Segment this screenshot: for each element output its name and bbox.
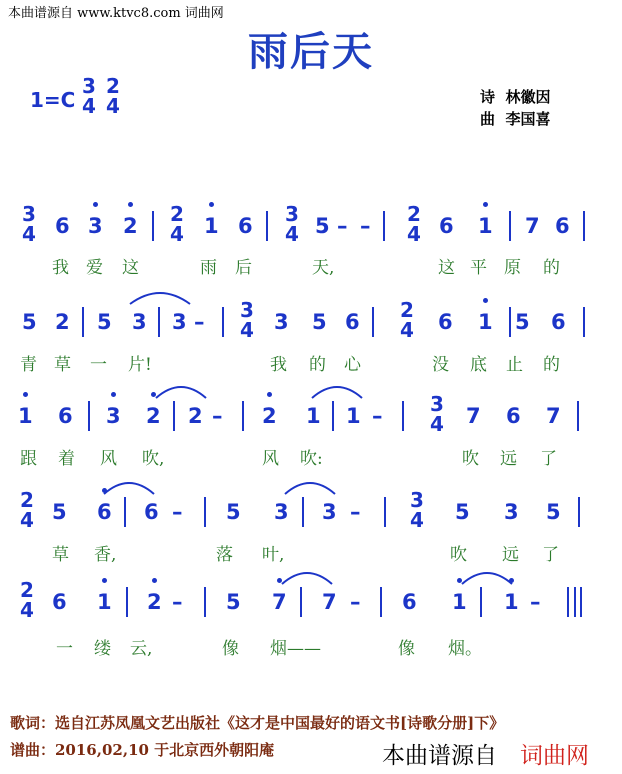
lyric-syllable: 的 — [543, 258, 560, 278]
lyric-syllable: 雨 — [200, 258, 217, 278]
slur — [462, 573, 512, 584]
time-den: 4 — [170, 222, 184, 246]
slur — [312, 387, 362, 398]
bar-line — [509, 211, 511, 241]
note: 1 — [478, 310, 493, 334]
high-octave-dot — [151, 392, 156, 397]
time-num: 3 — [410, 488, 424, 512]
note: 6 — [238, 214, 253, 238]
note: 6 — [55, 214, 70, 238]
lyric-syllable: 心 — [344, 355, 361, 375]
composer-label: 曲 — [480, 110, 496, 128]
lyric-syllable: 这 — [122, 258, 139, 278]
lyric-syllable: 风 — [100, 449, 117, 469]
bar-line — [158, 307, 160, 337]
bar-line — [372, 307, 374, 337]
lyric-syllable: 我 — [52, 258, 69, 278]
lyric-syllable: 平 — [470, 258, 487, 278]
lyric-syllable: 云, — [130, 639, 153, 659]
time-signature — [18, 490, 36, 530]
note: 3 — [88, 214, 103, 238]
lyric-syllable: 缕 — [94, 639, 111, 659]
note: 6 — [52, 590, 67, 614]
note: 5 — [315, 214, 330, 238]
bar-line — [204, 497, 206, 527]
brand-label: 本曲谱源自 — [382, 743, 497, 769]
time-den: 4 — [82, 94, 96, 118]
lyric-syllable: 吹, — [142, 449, 165, 469]
note: 6 — [555, 214, 570, 238]
lyric-syllable: 吹: — [300, 449, 323, 469]
lyric-syllable: 一 — [90, 355, 107, 375]
note: 7 — [322, 590, 337, 614]
lyric-syllable: 的 — [309, 355, 326, 375]
lyric-syllable: 着 — [58, 449, 75, 469]
slur — [104, 483, 154, 494]
note: 5 — [226, 500, 241, 524]
time-den: 4 — [22, 222, 36, 246]
sustain-dash: – — [530, 590, 541, 614]
time-signature — [408, 490, 426, 530]
note: 7 — [466, 404, 481, 428]
song-title: 雨后天 — [248, 28, 374, 75]
lyric-syllable: 的 — [543, 355, 560, 375]
time-signature — [238, 300, 256, 340]
slur — [285, 483, 335, 494]
high-octave-dot — [102, 578, 107, 583]
note: 2 — [147, 590, 162, 614]
time-num: 2 — [170, 202, 184, 226]
high-octave-dot — [128, 202, 133, 207]
note: 6 — [506, 404, 521, 428]
note: 5 — [312, 310, 327, 334]
lyric-syllable: 烟—— — [270, 639, 321, 659]
note: 7 — [546, 404, 561, 428]
sustain-dash: – — [360, 214, 371, 238]
bar-line — [173, 401, 175, 431]
lyric-syllable: 草 — [54, 355, 71, 375]
time-num: 3 — [22, 202, 36, 226]
key-label: 1=C — [30, 88, 76, 112]
time-den: 4 — [430, 412, 444, 436]
lyric-syllable: 天, — [312, 258, 335, 278]
bar-line — [222, 307, 224, 337]
time-num: 2 — [20, 578, 34, 602]
note: 6 — [97, 500, 112, 524]
lyric-syllable: 了 — [542, 545, 559, 565]
time-signature — [405, 204, 423, 244]
sustain-dash: – — [350, 500, 361, 524]
high-octave-dot — [23, 392, 28, 397]
lyric-syllable: 片! — [128, 355, 152, 375]
time-num: 2 — [106, 74, 120, 98]
time-den: 4 — [400, 318, 414, 342]
high-octave-dot — [267, 392, 272, 397]
lyric-syllable: 止 — [506, 355, 523, 375]
high-octave-dot — [483, 298, 488, 303]
note: 3 — [504, 500, 519, 524]
slur — [282, 573, 332, 584]
high-octave-dot — [152, 578, 157, 583]
bar-line — [580, 587, 582, 617]
note: 3 — [322, 500, 337, 524]
lyric-syllable: 风 — [262, 449, 279, 469]
lyric-syllable: 了 — [540, 449, 557, 469]
lyric-syllable: 原 — [504, 258, 521, 278]
lyric-syllable: 吹 — [450, 545, 467, 565]
time-num: 2 — [407, 202, 421, 226]
note: 1 — [204, 214, 219, 238]
note: 3 — [106, 404, 121, 428]
bar-line — [384, 497, 386, 527]
composer-name: 李国喜 — [505, 110, 551, 128]
time-signature — [20, 204, 38, 244]
note: 2 — [123, 214, 138, 238]
lyric-syllable: 后 — [235, 258, 252, 278]
bar-line — [152, 211, 154, 241]
time-signature — [428, 394, 446, 434]
bar-line — [242, 401, 244, 431]
note: 5 — [226, 590, 241, 614]
time-num: 3 — [240, 298, 254, 322]
time-num: 2 — [400, 298, 414, 322]
note: 5 — [455, 500, 470, 524]
lyric-syllable: 爱 — [86, 258, 103, 278]
slur — [156, 387, 206, 398]
note: 5 — [52, 500, 67, 524]
note: 3 — [172, 310, 187, 334]
note: 6 — [438, 310, 453, 334]
lyric-syllable: 叶, — [262, 545, 285, 565]
lyric-syllable: 烟。 — [448, 639, 482, 659]
sustain-dash: – — [337, 214, 348, 238]
sustain-dash: – — [372, 404, 383, 428]
note: 2 — [146, 404, 161, 428]
bar-line — [578, 497, 580, 527]
bar-line — [266, 211, 268, 241]
lyric-syllable: 我 — [270, 355, 287, 375]
note: 1 — [306, 404, 321, 428]
note: 6 — [439, 214, 454, 238]
sustain-dash: – — [172, 500, 183, 524]
time-signature — [18, 580, 36, 620]
sustain-dash: – — [350, 590, 361, 614]
note: 2 — [55, 310, 70, 334]
lyric-syllable: 底 — [470, 355, 487, 375]
poet-label: 诗 — [480, 88, 496, 106]
high-octave-dot — [457, 578, 462, 583]
time-signature — [168, 204, 186, 244]
high-octave-dot — [209, 202, 214, 207]
bar-line — [126, 587, 128, 617]
bar-line — [480, 587, 482, 617]
note: 6 — [144, 500, 159, 524]
lyric-syllable: 远 — [502, 545, 519, 565]
note: 1 — [18, 404, 33, 428]
lyric-syllable: 这 — [438, 258, 455, 278]
composition-date: 谱曲：2016,02,10 于北京西外朝阳庵 — [10, 741, 275, 759]
time-num: 3 — [430, 392, 444, 416]
time-num: 3 — [285, 202, 299, 226]
time-den: 4 — [407, 222, 421, 246]
time-signature — [283, 204, 301, 244]
note: 7 — [272, 590, 287, 614]
note: 1 — [346, 404, 361, 428]
note: 5 — [515, 310, 530, 334]
bar-line — [380, 587, 382, 617]
high-octave-dot — [277, 578, 282, 583]
note: 2 — [188, 404, 203, 428]
lyric-syllable: 远 — [500, 449, 517, 469]
bar-line — [402, 401, 404, 431]
lyric-syllable: 一 — [56, 639, 73, 659]
high-octave-dot — [93, 202, 98, 207]
lyric-syllable: 青 — [20, 355, 37, 375]
bar-line — [302, 497, 304, 527]
time-den: 4 — [106, 94, 120, 118]
time-den: 4 — [240, 318, 254, 342]
sustain-dash: – — [194, 310, 205, 334]
lyric-syllable: 草 — [52, 545, 69, 565]
high-octave-dot — [509, 578, 514, 583]
note: 5 — [546, 500, 561, 524]
note: 6 — [551, 310, 566, 334]
note: 3 — [132, 310, 147, 334]
lyric-syllable: 落 — [216, 545, 233, 565]
lyric-syllable: 吹 — [462, 449, 479, 469]
time-num: 2 — [20, 488, 34, 512]
bar-line — [204, 587, 206, 617]
bar-line — [567, 587, 569, 617]
lyrics-source: 歌词：选自江苏凤凰文艺出版社《这才是中国最好的语文书[诗歌分册]下》 — [10, 714, 505, 732]
bar-line — [577, 401, 579, 431]
lyric-syllable: 像 — [222, 639, 239, 659]
bar-line — [509, 307, 511, 337]
note: 6 — [345, 310, 360, 334]
lyric-syllable: 香, — [94, 545, 117, 565]
bar-line — [583, 307, 585, 337]
bar-line — [583, 211, 585, 241]
sustain-dash: – — [172, 590, 183, 614]
note: 3 — [274, 310, 289, 334]
note: 5 — [97, 310, 112, 334]
lyric-syllable: 像 — [398, 639, 415, 659]
bar-line — [124, 497, 126, 527]
lyric-syllable: 没 — [432, 355, 449, 375]
high-octave-dot — [102, 488, 107, 493]
bar-line — [332, 401, 334, 431]
note: 7 — [525, 214, 540, 238]
note: 1 — [452, 590, 467, 614]
time-num: 3 — [82, 74, 96, 98]
bar-line — [300, 587, 302, 617]
site-header: 本曲谱源自 www.ktvc8.com 词曲网 — [8, 6, 224, 21]
note: 5 — [22, 310, 37, 334]
note: 1 — [504, 590, 519, 614]
note: 6 — [402, 590, 417, 614]
brand-name: 词曲网 — [520, 743, 589, 769]
sustain-dash: – — [212, 404, 223, 428]
lyric-syllable: 跟 — [20, 449, 37, 469]
slur — [130, 293, 190, 304]
bar-line — [88, 401, 90, 431]
time-den: 4 — [20, 598, 34, 622]
bar-line — [574, 587, 576, 617]
high-octave-dot — [483, 202, 488, 207]
high-octave-dot — [111, 392, 116, 397]
bar-line — [82, 307, 84, 337]
note: 6 — [58, 404, 73, 428]
poet-name: 林徽因 — [505, 88, 551, 106]
time-den: 4 — [285, 222, 299, 246]
note: 3 — [274, 500, 289, 524]
note: 1 — [97, 590, 112, 614]
time-den: 4 — [20, 508, 34, 532]
note: 1 — [478, 214, 493, 238]
time-signature — [398, 300, 416, 340]
note: 2 — [262, 404, 277, 428]
time-den: 4 — [410, 508, 424, 532]
bar-line — [383, 211, 385, 241]
